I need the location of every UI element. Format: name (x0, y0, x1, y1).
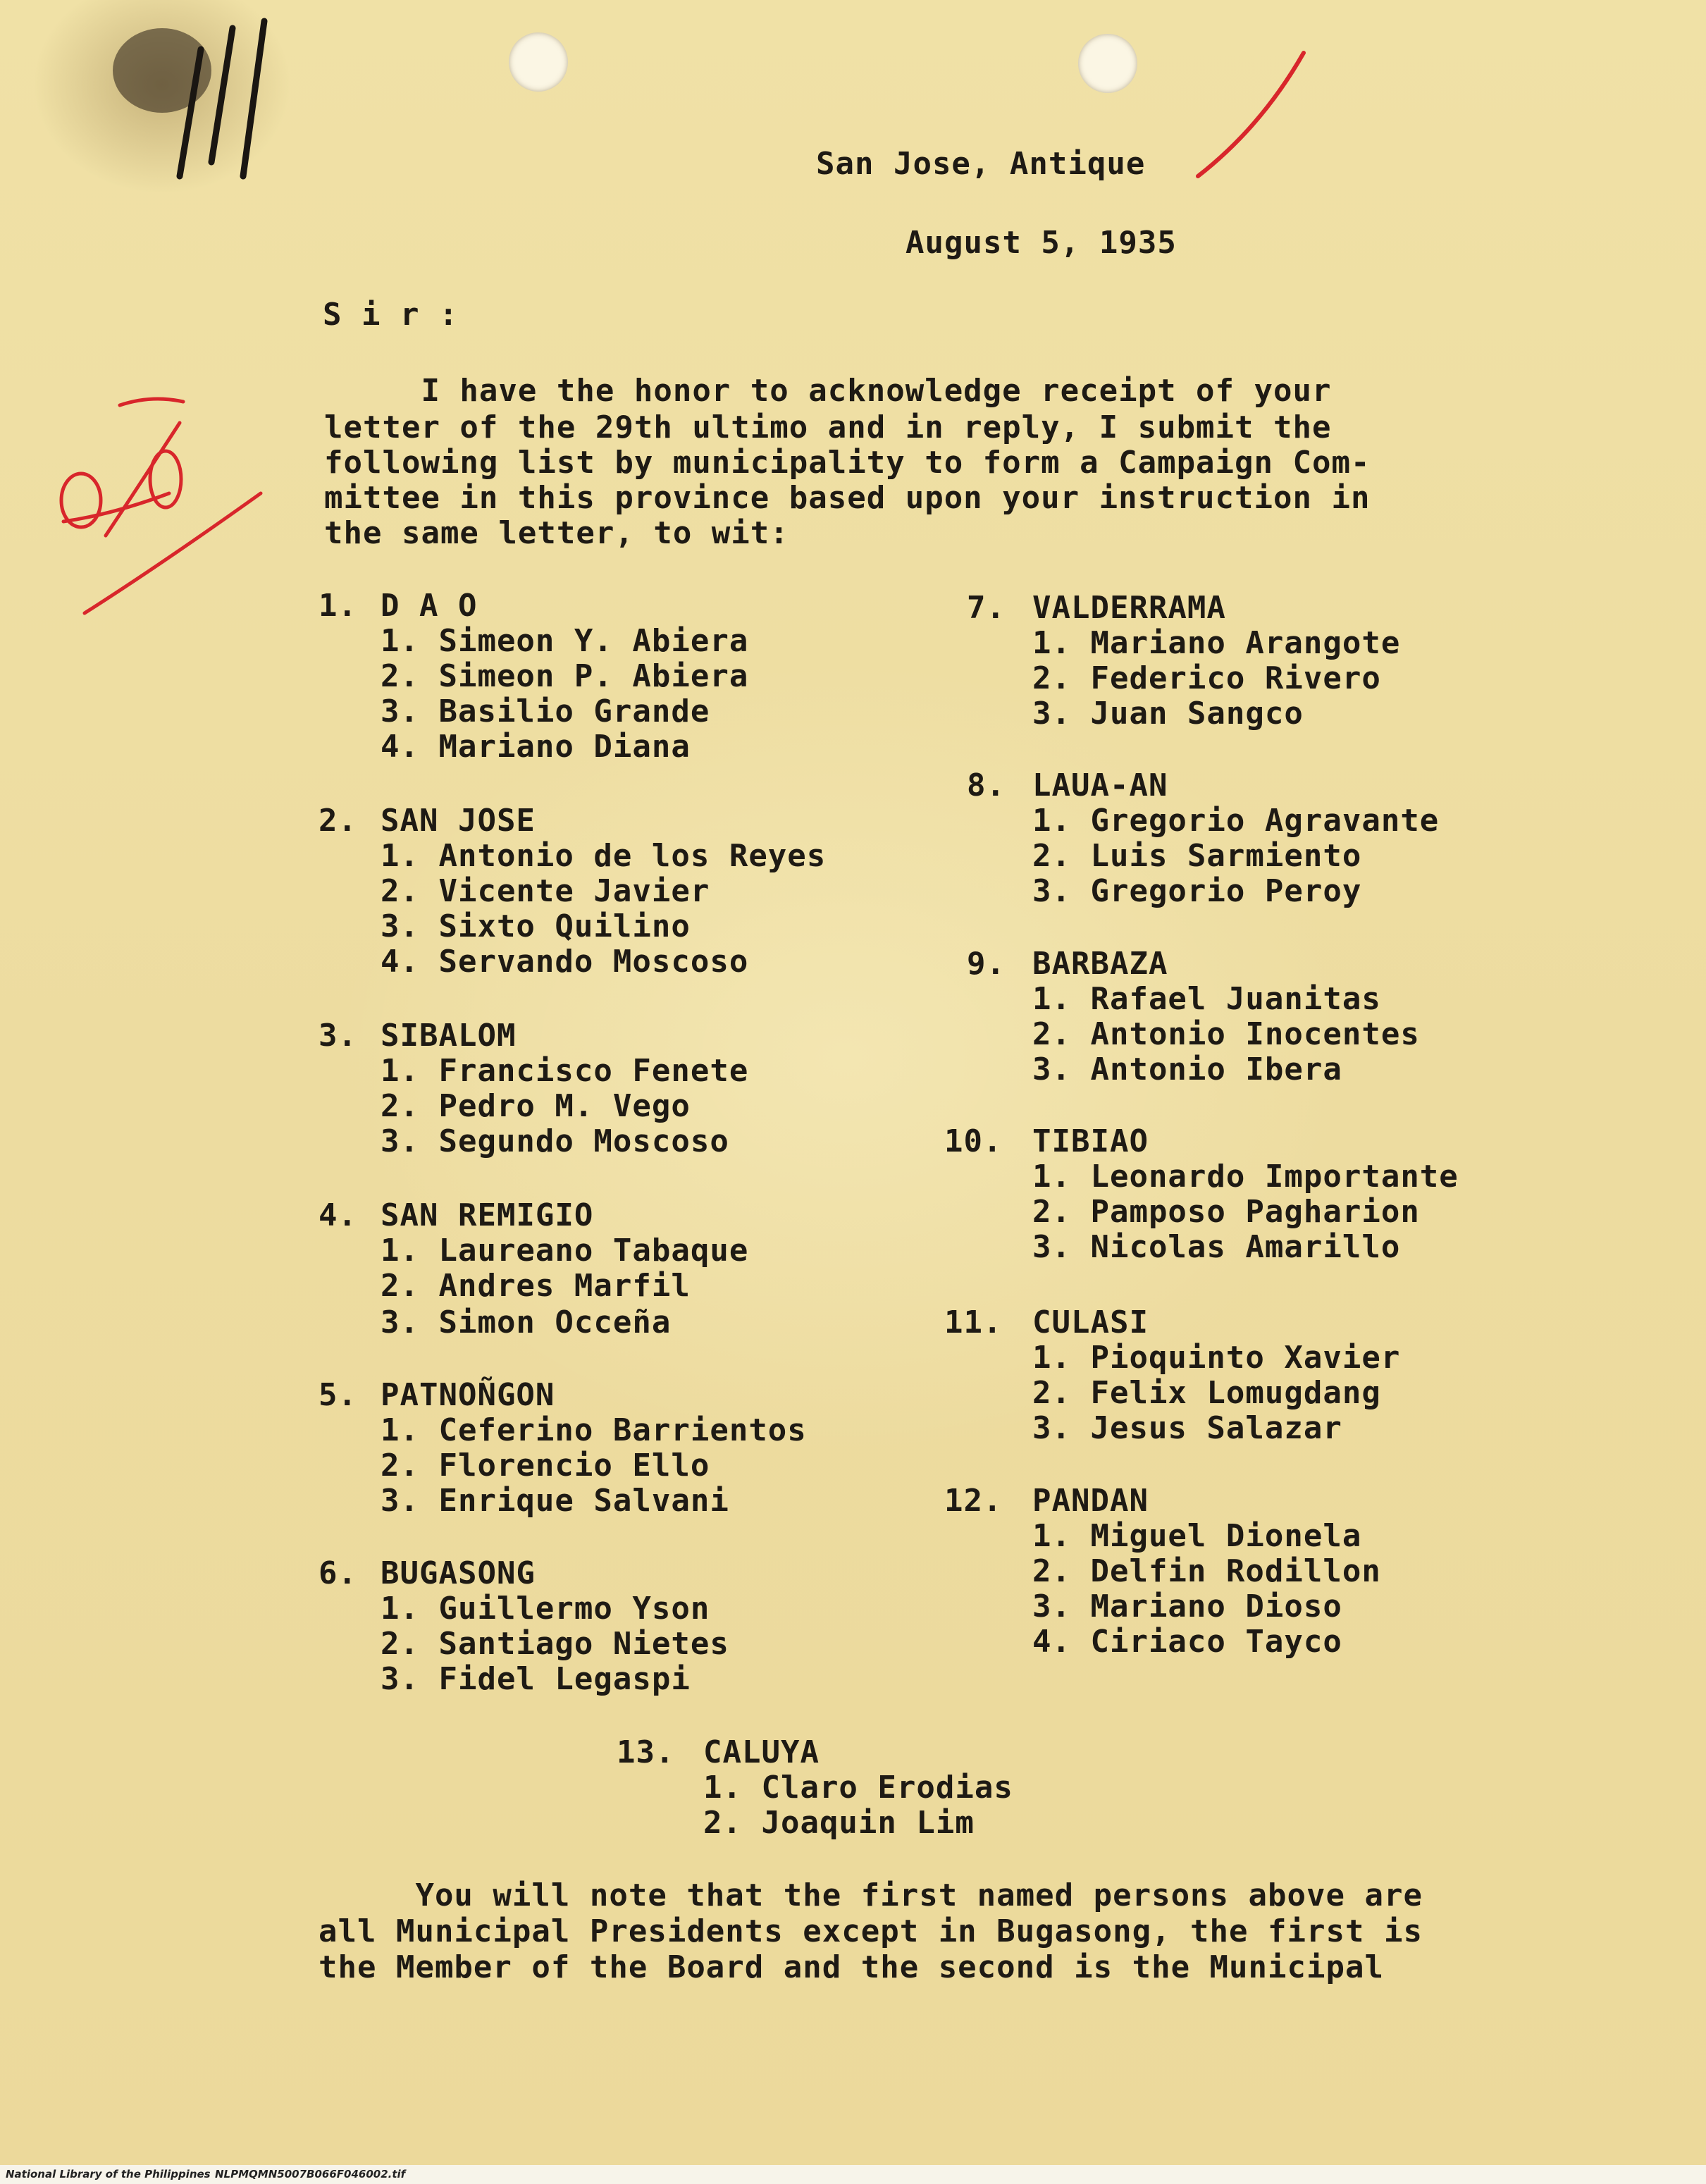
committee-member: 1. Leonardo Importante (1032, 1159, 1459, 1195)
committee-member: 1. Gregorio Agravante (1032, 803, 1440, 839)
red-notation-icon (61, 399, 261, 613)
committee-member: 3. Simon Occeña (381, 1304, 672, 1340)
municipality-number: 7. (967, 590, 1006, 626)
committee-member: 3. Mariano Dioso (1032, 1588, 1342, 1624)
municipality-number: 10. (944, 1123, 1003, 1159)
committee-member: 1. Francisco Fenete (381, 1053, 749, 1089)
committee-member: 2. Pedro M. Vego (381, 1088, 691, 1124)
archive-file-id: NLPMQMN5007B066F046002.tif (215, 2168, 406, 2180)
committee-member: 1. Antonio de los Reyes (381, 838, 827, 874)
committee-member: 3. Juan Sangco (1032, 696, 1304, 732)
municipality-number: 5. (319, 1377, 357, 1413)
committee-member: 2. Vicente Javier (381, 873, 710, 909)
committee-member: 2. Florencio Ello (381, 1448, 710, 1483)
municipality-number: 2. (319, 803, 357, 839)
committee-member: 3. Jesus Salazar (1032, 1410, 1342, 1446)
municipality-name: BARBAZA (1032, 946, 1168, 982)
committee-member: 1. Rafael Juanitas (1032, 981, 1381, 1017)
municipality-name: SAN REMIGIO (381, 1197, 594, 1233)
committee-member: 2. Joaquin Lim (703, 1805, 975, 1841)
municipality-number: 8. (967, 767, 1006, 803)
committee-member: 2. Luis Sarmiento (1032, 838, 1362, 874)
municipality-name: BUGASONG (381, 1555, 536, 1591)
committee-member: 4. Mariano Diana (381, 729, 691, 765)
intro-line: letter of the 29th ultimo and in reply, I submit the (324, 409, 1332, 445)
committee-member: 3. Nicolas Amarillo (1032, 1229, 1401, 1265)
committee-member: 1. Simeon Y. Abiera (381, 623, 749, 659)
committee-member: 3. Segundo Moscoso (381, 1123, 729, 1159)
municipality-name: CULASI (1032, 1304, 1149, 1340)
committee-member: 2. Santiago Nietes (381, 1626, 729, 1662)
intro-line: I have the honor to acknowledge receipt of your (324, 373, 1332, 409)
committee-member: 2. Pamposo Pagharion (1032, 1194, 1420, 1230)
municipality-number: 4. (319, 1197, 357, 1233)
closing-line: all Municipal Presidents except in Bugasong, the first is (319, 1913, 1423, 1949)
municipality-number: 13. (617, 1734, 675, 1770)
municipality-number: 12. (944, 1483, 1003, 1519)
municipality-name: TIBIAO (1032, 1123, 1149, 1159)
committee-member: 1. Mariano Arangote (1032, 625, 1401, 661)
municipality-name: PATNOÑGON (381, 1377, 555, 1413)
municipality-name: D A O (381, 588, 478, 624)
municipality-number: 3. (319, 1018, 357, 1054)
committee-member: 1. Ceferino Barrientos (381, 1412, 807, 1448)
municipality-name: SAN JOSE (381, 803, 536, 839)
intro-line: following list by municipality to form a Campaign Com- (324, 445, 1371, 481)
red-check-mark-icon (1198, 53, 1304, 176)
municipality-name: LAUA-AN (1032, 767, 1168, 803)
committee-member: 4. Servando Moscoso (381, 944, 749, 980)
committee-member: 2. Andres Marfil (381, 1268, 691, 1304)
closing-line: the Member of the Board and the second is the Municipal (319, 1949, 1384, 1985)
committee-member: 1. Pioquinto Xavier (1032, 1340, 1401, 1376)
committee-member: 3. Fidel Legaspi (381, 1661, 691, 1697)
municipality-name: SIBALOM (381, 1018, 517, 1054)
archive-name: National Library of the Philippines (6, 2168, 211, 2180)
committee-member: 1. Laureano Tabaque (381, 1233, 749, 1269)
committee-member: 2. Felix Lomugdang (1032, 1375, 1381, 1411)
municipality-name: PANDAN (1032, 1483, 1149, 1519)
committee-member: 3. Enrique Salvani (381, 1483, 729, 1519)
intro-line: the same letter, to wit: (324, 515, 789, 551)
municipality-name: VALDERRAMA (1032, 590, 1226, 626)
intro-line: mittee in this province based upon your instruction in (324, 480, 1371, 516)
committee-member: 3. Sixto Quilino (381, 908, 691, 944)
committee-member: 1. Miguel Dionela (1032, 1518, 1362, 1554)
committee-member: 3. Basilio Grande (381, 693, 710, 729)
closing-line: You will note that the first named persons above are (319, 1877, 1423, 1913)
municipality-number: 1. (319, 588, 357, 624)
committee-member: 3. Antonio Ibera (1032, 1051, 1342, 1087)
municipality-number: 11. (944, 1304, 1003, 1340)
letter-date: August 5, 1935 (905, 225, 1177, 261)
letter-place: San Jose, Antique (816, 146, 1146, 182)
committee-member: 4. Ciriaco Tayco (1032, 1624, 1342, 1660)
committee-member: 3. Gregorio Peroy (1032, 873, 1362, 909)
committee-member: 2. Federico Rivero (1032, 660, 1381, 696)
committee-member: 2. Antonio Inocentes (1032, 1016, 1420, 1052)
committee-member: 2. Delfin Rodillon (1032, 1553, 1381, 1589)
committee-member: 2. Simeon P. Abiera (381, 658, 749, 694)
committee-member: 1. Claro Erodias (703, 1770, 1013, 1806)
municipality-name: CALUYA (703, 1734, 820, 1770)
municipality-number: 9. (967, 946, 1006, 982)
committee-member: 1. Guillermo Yson (381, 1591, 710, 1627)
municipality-number: 6. (319, 1555, 357, 1591)
salutation: S i r : (323, 297, 459, 333)
